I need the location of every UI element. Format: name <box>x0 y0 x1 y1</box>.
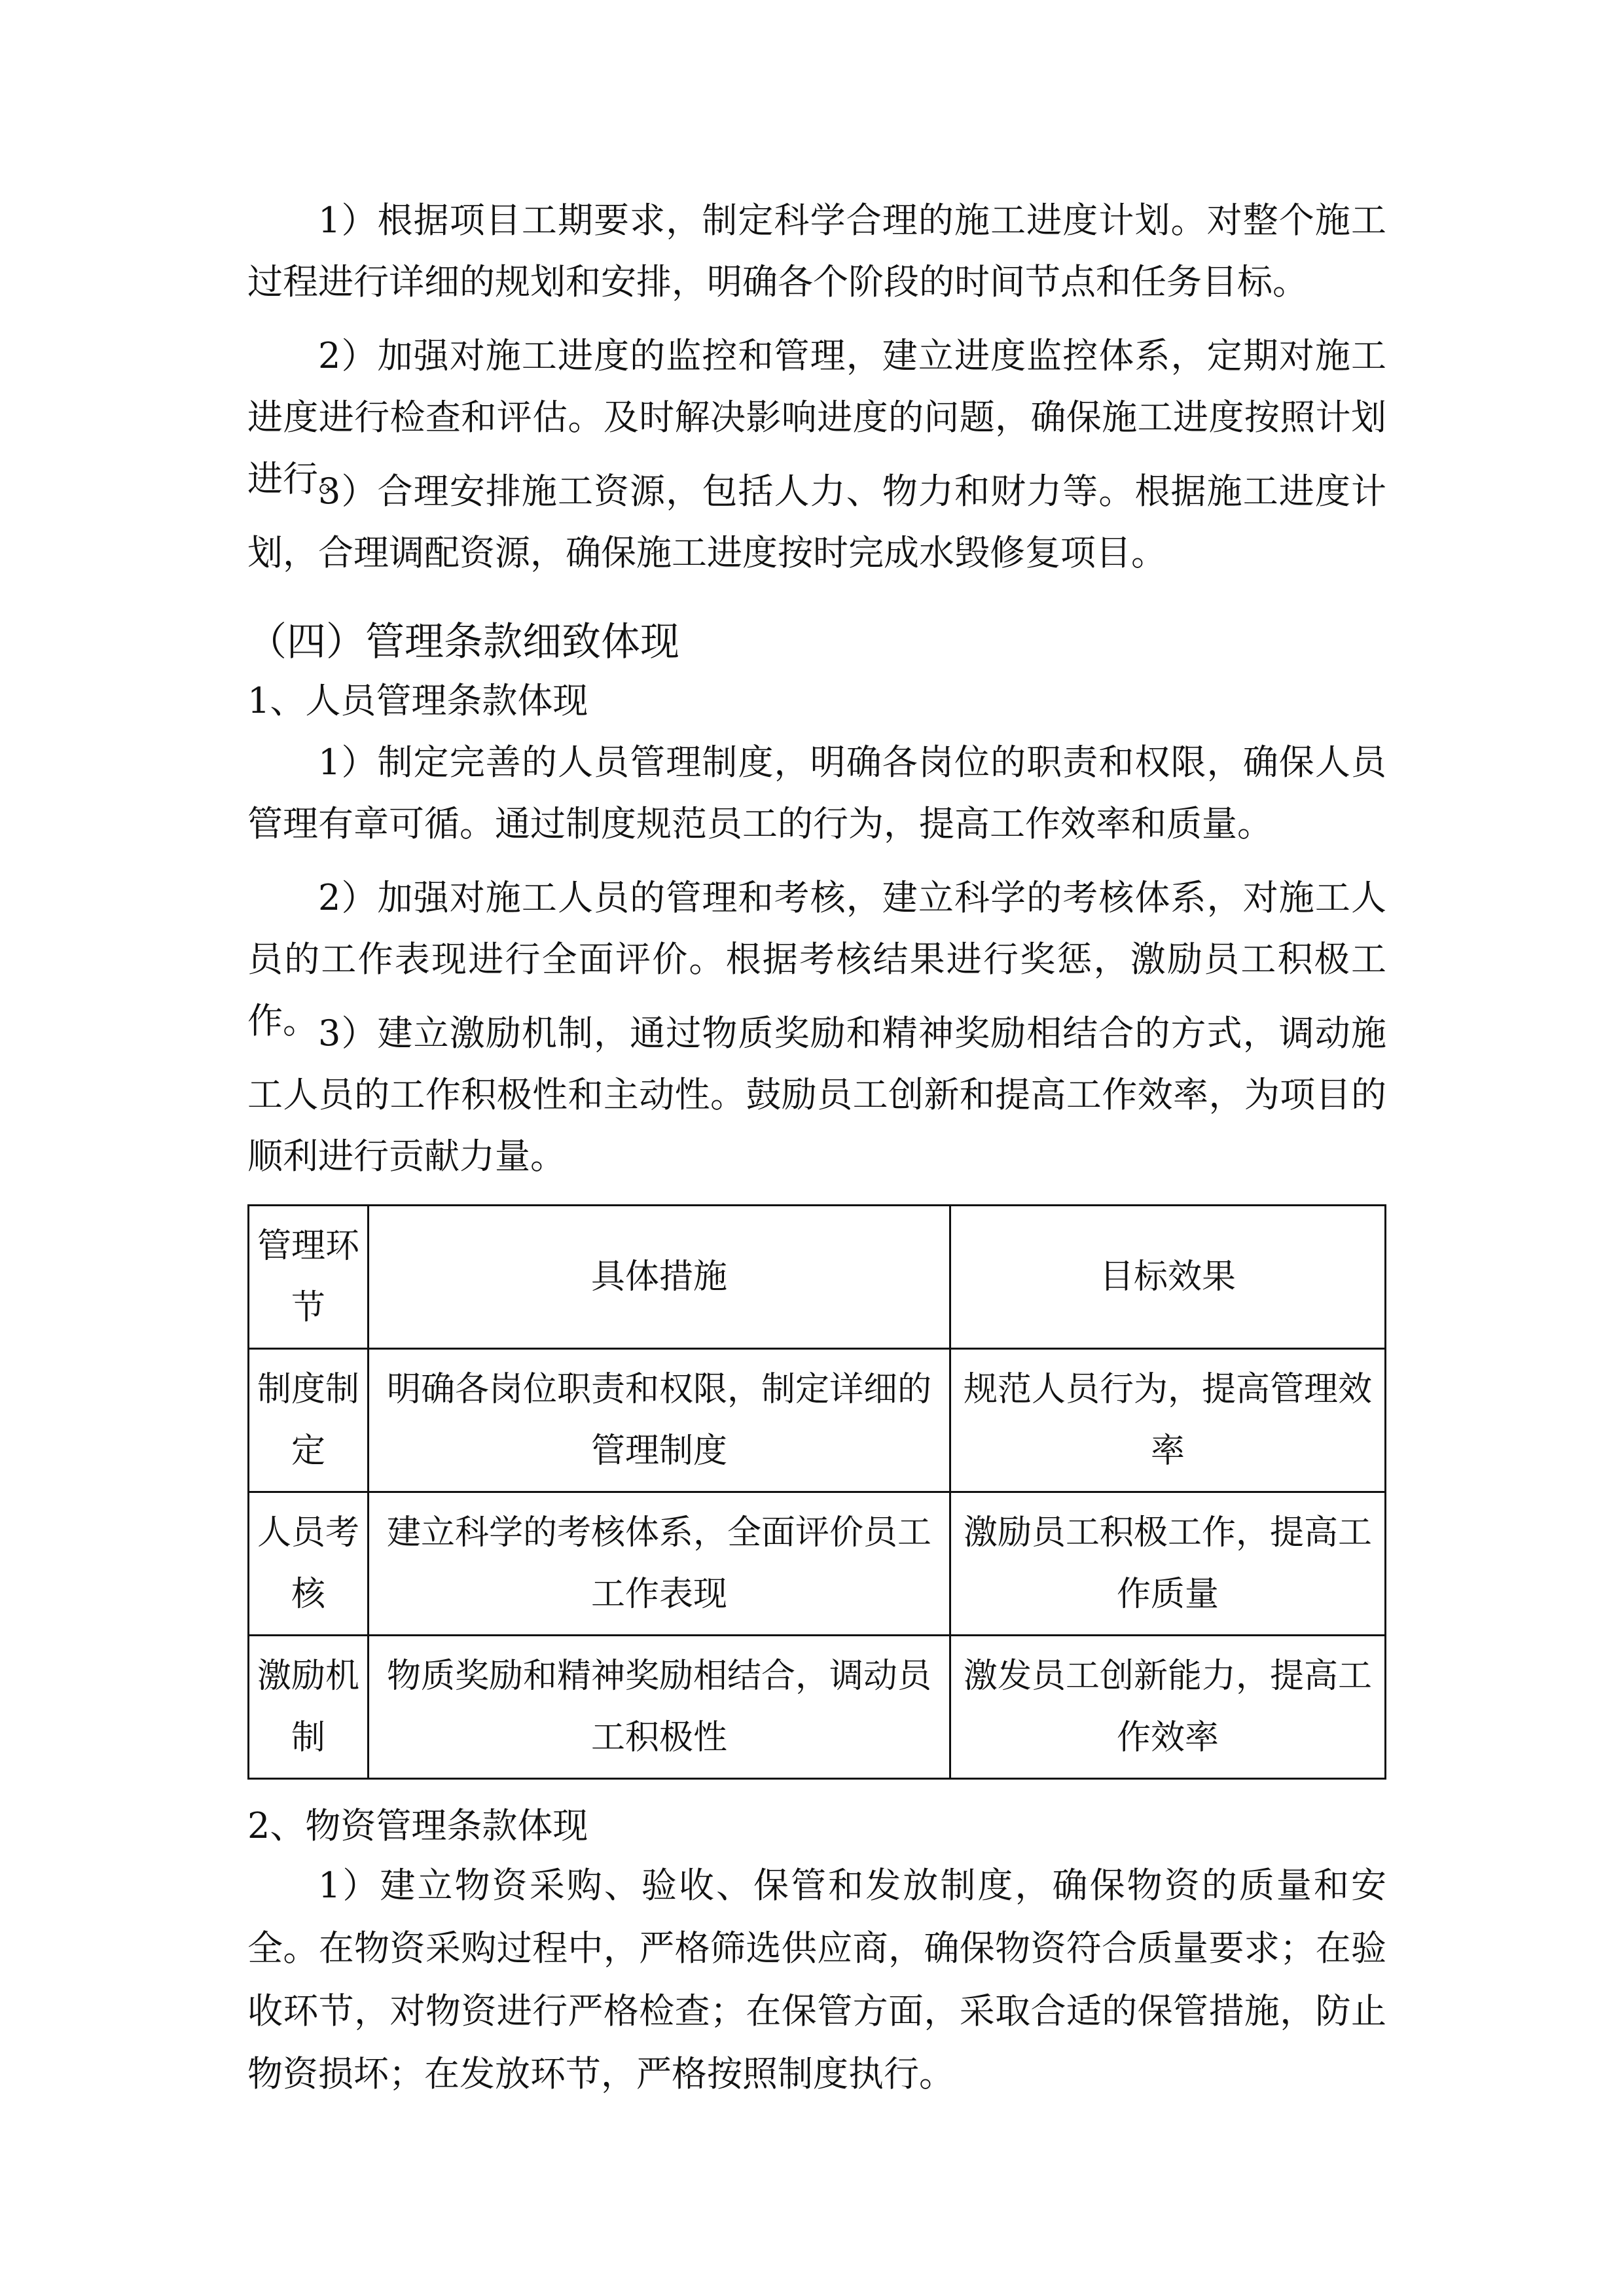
table-cell: 规范人员行为，提高管理效率 <box>950 1349 1386 1492</box>
paragraph: 2）加强对施工进度的监控和管理，建立进度监控体系，定期对施工进度进行检查和评估。及时解决影响进度的问题，确保施工进度按照计划进行。 <box>247 335 1386 499</box>
paragraph: 2）加强对施工人员的管理和考核，建立科学的考核体系，对施工人员的工作表现进行全面评价。根据考核结果进行奖惩，激励员工积极工作。 <box>247 877 1386 1041</box>
paragraph: 1）建立物资采购、验收、保管和发放制度，确保物资的质量和安全。在物资采购过程中，严格筛选供应商，确保物资符合质量要求；在验收环节，对物资进行严格检查；在保管方面，采取合适的保管措施，防止物资损坏；在发放环节，严格按照制度执行。 <box>247 1865 1386 2094</box>
table-header-row <box>249 1206 1386 1349</box>
table-cell: 建立科学的考核体系，全面评价员工工作表现 <box>369 1492 950 1636</box>
table-cell: 人员考核 <box>249 1492 369 1636</box>
header-cell: 具体措施 <box>369 1206 950 1349</box>
paragraph: 1）制定完善的人员管理制度，明确各岗位的职责和权限，确保人员管理有章可循。通过制度规范员工的行为，提高工作效率和质量。 <box>247 742 1386 844</box>
table-row <box>249 1492 1386 1636</box>
table-row <box>249 1636 1386 1779</box>
table-cell: 激发员工创新能力，提高工作效率 <box>950 1636 1386 1779</box>
subsection-title: 2、物资管理条款体现 <box>247 1805 588 1846</box>
header-cell: 管理环节 <box>249 1206 369 1349</box>
table-cell: 制度制定 <box>249 1349 369 1492</box>
header-cell: 目标效果 <box>950 1206 1386 1349</box>
paragraph: 1）根据项目工期要求，制定科学合理的施工进度计划。对整个施工过程进行详细的规划和安排，明确各个阶段的时间节点和任务目标。 <box>247 200 1386 302</box>
management-table <box>247 1204 1386 1780</box>
section-heading: （四）管理条款细致体现 <box>247 619 679 665</box>
subsection-title: 1、人员管理条款体现 <box>247 680 588 721</box>
table-cell: 激励机制 <box>249 1636 369 1779</box>
paragraph: 3）合理安排施工资源，包括人力、物力和财力等。根据施工进度计划，合理调配资源，确保施工进度按时完成水毁修复项目。 <box>247 471 1386 573</box>
paragraph: 3）建立激励机制，通过物质奖励和精神奖励相结合的方式，调动施工人员的工作积极性和主动性。鼓励员工创新和提高工作效率，为项目的顺利进行贡献力量。 <box>247 1013 1386 1177</box>
table-cell: 激励员工积极工作，提高工作质量 <box>950 1492 1386 1636</box>
table-row <box>249 1349 1386 1492</box>
table-cell: 物质奖励和精神奖励相结合，调动员工积极性 <box>369 1636 950 1779</box>
table-cell: 明确各岗位职责和权限，制定详细的管理制度 <box>369 1349 950 1492</box>
